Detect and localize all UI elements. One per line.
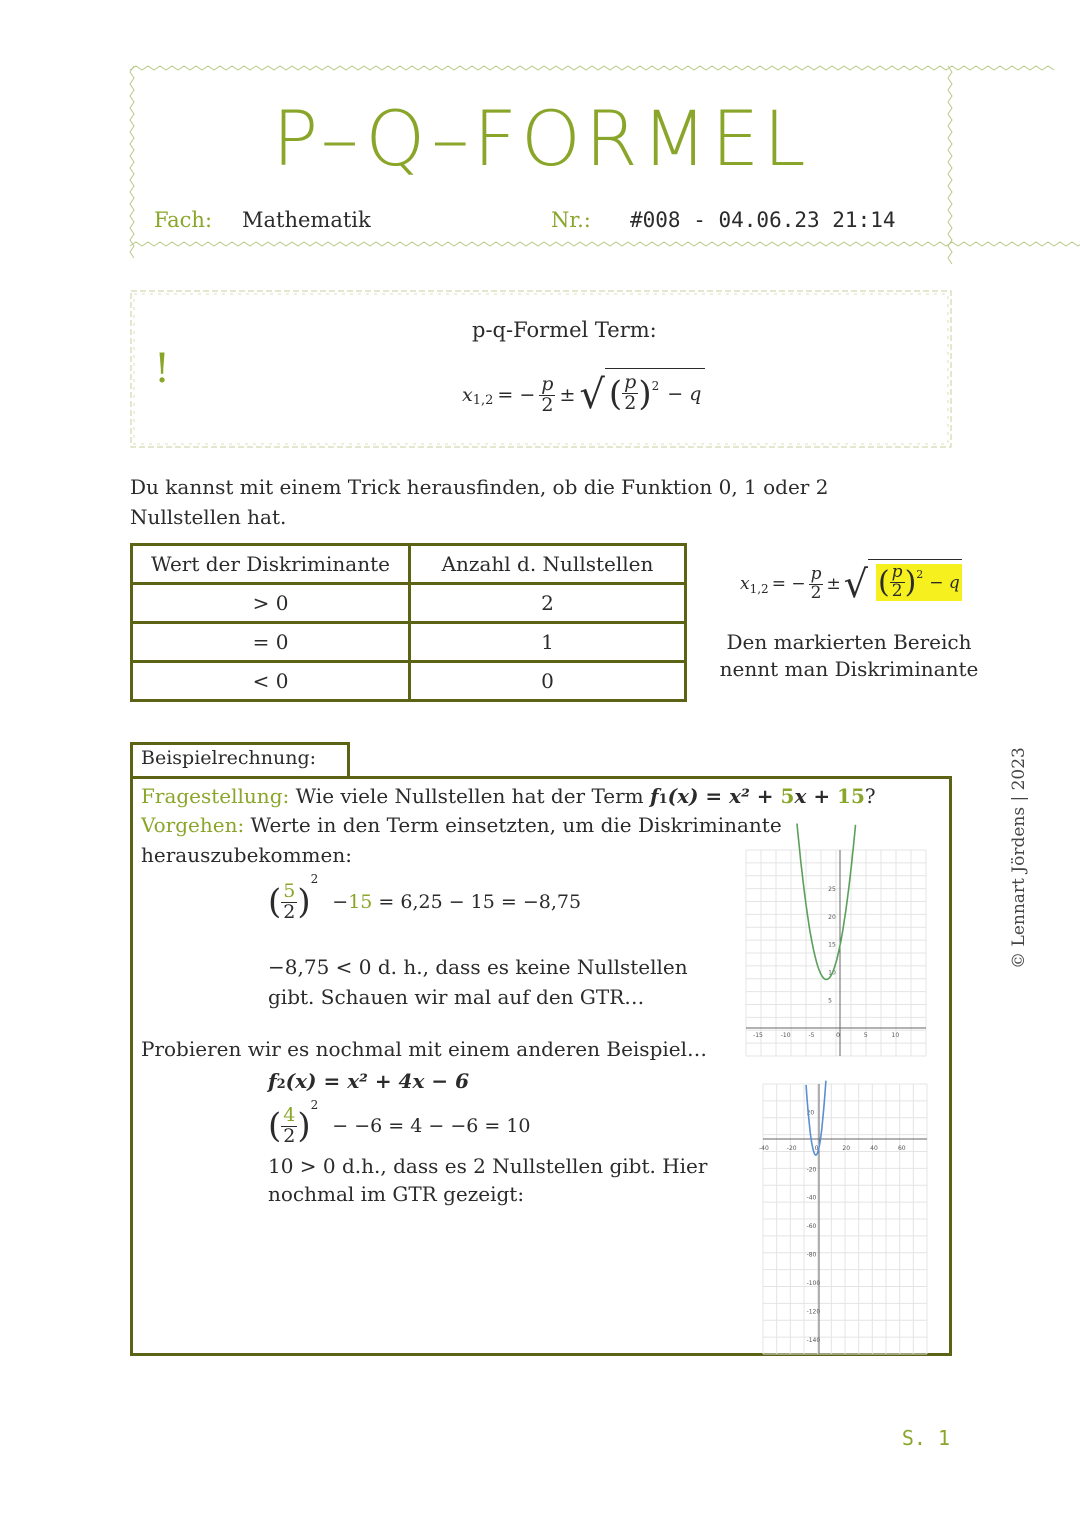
formula-inner-two: 2 [624, 392, 637, 414]
calc1-denominator: 2 [283, 900, 296, 923]
question-five: 5 [780, 784, 795, 808]
formula-inner-p: p [624, 371, 637, 394]
approach-text-2: herauszubekommen: [141, 843, 352, 867]
table-row [132, 584, 686, 623]
g1-y-tick-label: 15 [828, 941, 836, 949]
formula-p-over-2 [539, 372, 555, 416]
f2-sub: 2 [276, 1077, 286, 1092]
nr-label: Nr.: [551, 208, 591, 232]
calc2-rest: − −6 = 4 − −6 = 10 [332, 1115, 531, 1137]
graph1-y-ticks [828, 886, 836, 1004]
g2-y-tick-label: 20 [806, 1109, 815, 1117]
discriminant-table [130, 543, 687, 702]
calculation-2: ( $\frac{4}{2}$ ) 2 − −6 = 4 − −6 = 10 [268, 1098, 531, 1147]
fach-value: Mathematik [242, 208, 371, 232]
example-approach [141, 810, 782, 840]
copyright-text: © Lennart Jördens | 2023 [1009, 747, 1029, 969]
side-lhs: x [740, 574, 750, 594]
calc2-numerator: 4 [283, 1103, 296, 1126]
again-text: Probieren wir es nochmal mit einem anderen Beispiel… [141, 1037, 707, 1061]
page-title: P–Q–FORMEL [272, 94, 810, 183]
side-caption-2: nennt man Diskriminante [719, 657, 979, 681]
g1-x-tick-label: 5 [863, 1032, 868, 1040]
result-1 [268, 952, 688, 982]
calc1-numerator: 5 [283, 879, 296, 902]
question-func-sub: 1 [658, 792, 668, 807]
question-fifteen: 15 [837, 784, 865, 808]
calculation-1: ( $\frac{5}{2}$ ) 2 − 15 = 6,25 − 15 = −8,75 [268, 872, 582, 923]
g2-x-tick-label: 40 [870, 1144, 878, 1152]
side-p: p [810, 563, 822, 584]
formula-exp: 2 [651, 379, 660, 394]
pq-formula [462, 360, 705, 430]
side-minus-q: − q [929, 572, 960, 593]
side-pm: ± [826, 574, 841, 594]
function-2 [268, 1066, 469, 1100]
graph2-grid [763, 1084, 927, 1354]
side-formula [740, 548, 962, 620]
g2-x-tick-label: 60 [897, 1144, 906, 1152]
side-exp: 2 [916, 568, 924, 582]
gtr-graph-1 [746, 850, 926, 1056]
side-radicand [868, 559, 962, 601]
f2-rest: (x) = x² + 4x − 6 [285, 1069, 469, 1093]
g1-y-tick-label: 5 [828, 997, 832, 1005]
question-func-rest: (x) = x² + [667, 784, 781, 808]
g1-y-tick-label: 20 [828, 913, 836, 921]
table-cell: 0 [410, 662, 686, 701]
side-eq: = − [771, 574, 806, 594]
g1-x-tick-label: 0 [836, 1032, 840, 1040]
formula-two: 2 [541, 393, 554, 416]
question-func: f [649, 784, 659, 808]
g2-y-tick-label: -40 [806, 1194, 817, 1202]
g2-x-tick-label: -20 [786, 1144, 797, 1152]
side-lhs-sub: 1,2 [749, 582, 769, 596]
f2-name: f [268, 1069, 277, 1093]
graph1-x-ticks [753, 1032, 899, 1039]
table-row [132, 662, 686, 701]
formula-minus-q: − q [667, 382, 702, 405]
table-header-cell: Anzahl d. Nullstellen [410, 545, 686, 584]
calc1-fifteen: 15 [348, 891, 373, 913]
g1-y-tick-label: 25 [828, 885, 836, 893]
side-two: 2 [810, 582, 822, 603]
gtr-graph-2 [759, 1084, 927, 1354]
table-cell: 1 [410, 623, 686, 662]
example-tab [130, 742, 350, 778]
formula-eq: = − [497, 384, 536, 406]
calc2-exp: 2 [310, 1098, 319, 1112]
table-row [132, 623, 686, 662]
side-sqrt-sign: √ [843, 562, 868, 606]
g2-y-tick-label: -140 [806, 1336, 821, 1344]
table-cell: > 0 [132, 584, 410, 623]
important-marker: ! [154, 346, 171, 392]
formula-radicand: ( $\frac{p}{2}$ ) 2 − q [605, 368, 705, 414]
g2-y-tick-label: -100 [806, 1279, 821, 1287]
side-caption-1: Den markierten Bereich [726, 630, 972, 654]
page-number: S. 1 [901, 1426, 950, 1450]
question-text: Wie viele Nullstellen hat der Term [289, 784, 650, 808]
g2-x-tick-label: 0 [814, 1144, 819, 1152]
g1-y-tick-label: 10 [828, 969, 836, 977]
table-cell: < 0 [132, 662, 410, 701]
question-x: x + [794, 784, 838, 808]
example-tab-label: Beispielrechnung: [141, 747, 317, 769]
result-2: 10 > 0 d.h., dass es 2 Nullstellen gibt. Hier [268, 1154, 708, 1178]
question-end: ? [864, 784, 876, 808]
formula-p: p [541, 372, 554, 395]
g2-x-tick-label: 20 [842, 1144, 851, 1152]
g2-y-tick-label: -120 [806, 1308, 821, 1316]
approach-label: Vorgehen: [141, 813, 245, 837]
g1-x-tick-label: 10 [891, 1032, 900, 1040]
calc2-denominator: 2 [283, 1124, 296, 1147]
approach-text: Werte in den Term einsetzten, um die Diskriminante [244, 813, 782, 837]
g2-y-tick-label: -80 [806, 1251, 817, 1259]
formula-lhs: x [462, 384, 473, 406]
table-cell: = 0 [132, 623, 410, 662]
g2-y-tick-label: -60 [806, 1223, 817, 1231]
table-header-row [132, 545, 686, 584]
g1-x-tick-label: -10 [780, 1032, 791, 1040]
discriminant-highlight: ( $\frac{p}{2}$ ) 2 − q [877, 562, 960, 601]
intro-text: Du kannst mit einem Trick herausfinden, ob die Funktion 0, 1 oder 2 Nullstellen hat. [130, 475, 829, 529]
g2-x-tick-label: -40 [759, 1144, 769, 1152]
result-1-line2: gibt. Schauen wir mal auf den GTR… [268, 985, 645, 1009]
formula-heading: p-q-Formel Term: [472, 318, 657, 342]
question-label: Fragestellung: [141, 784, 290, 808]
formula-sqrt-sign: √ [579, 372, 605, 418]
calc1-exp: 2 [310, 872, 319, 886]
calc1-rest: = 6,25 − 15 = −8,75 [372, 891, 582, 913]
formula-box [130, 290, 952, 448]
result-2-line2: nochmal im GTR gezeigt: [268, 1182, 525, 1206]
calc1-minus: − [332, 891, 349, 913]
g1-x-tick-label: -5 [808, 1032, 815, 1040]
table-header-cell: Wert der Diskriminante [132, 545, 410, 584]
g1-x-tick-label: -15 [753, 1032, 763, 1040]
result1-inequality: −8,75 < 0 [268, 955, 372, 979]
table-cell: 2 [410, 584, 686, 623]
side-inner-two: 2 [891, 581, 903, 601]
result1-text: d. h., dass es keine Nullstellen [371, 955, 688, 979]
fach-label: Fach: [154, 208, 213, 232]
header-box [130, 66, 952, 250]
graph1-grid [746, 850, 926, 1056]
side-inner-p: p [891, 562, 903, 583]
g2-y-tick-label: -20 [806, 1166, 817, 1174]
formula-pm: ± [559, 384, 576, 406]
formula-lhs-sub: 1,2 [472, 392, 494, 408]
graph2-x-ticks [759, 1145, 906, 1152]
nr-value: #008 - 04.06.23 21:14 [630, 208, 896, 232]
